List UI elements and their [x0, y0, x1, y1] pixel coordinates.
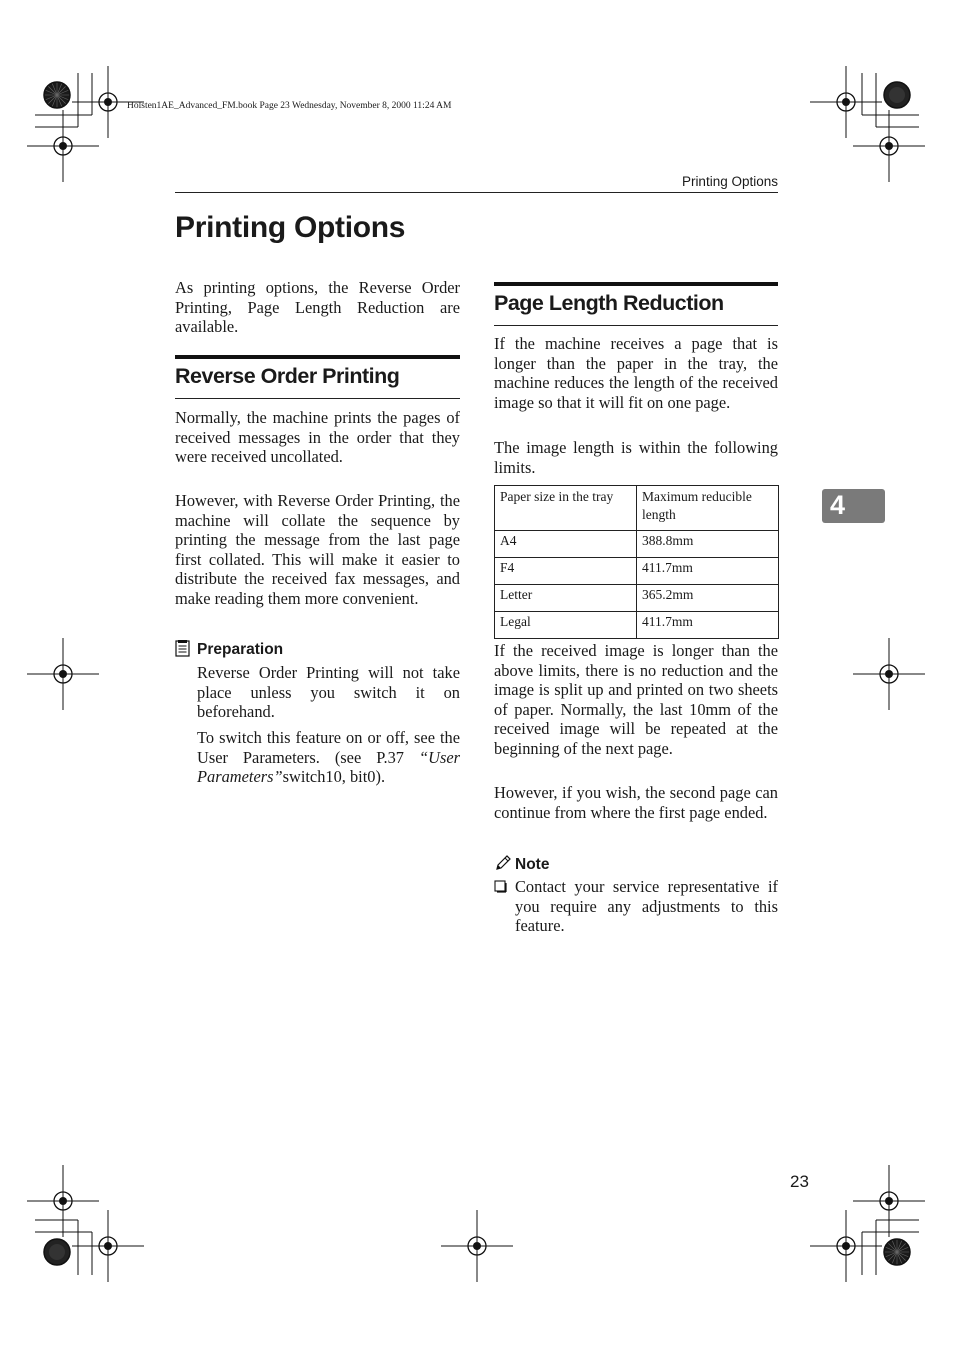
page-number: 23 — [790, 1172, 809, 1191]
page-length-heading: Page Length Reduction — [494, 291, 724, 315]
chapter-tab — [822, 489, 885, 523]
preparation-label: Preparation — [197, 641, 284, 658]
table-cell: 411.7mm — [637, 612, 779, 639]
section-rule — [494, 325, 778, 326]
table-cell: A4 — [495, 531, 637, 558]
table-cell: F4 — [495, 558, 637, 585]
table-cell: 388.8mm — [637, 531, 779, 558]
preparation-paragraph-2 — [197, 728, 460, 787]
running-head: Printing Options — [681, 174, 778, 189]
page-length-paragraph-2: The image length is within the following limits. — [494, 438, 778, 477]
page-length-paragraph-4: However, if you wish, the second page can continue from where the first page ended. — [494, 783, 778, 822]
header-rule — [175, 192, 778, 193]
table-cell: 411.7mm — [637, 558, 779, 585]
chapter-number: 4 — [830, 490, 846, 520]
intro-paragraph: As printing options, the Reverse Order Printing, Page Length Reduction are available. — [175, 278, 460, 337]
preparation-icon — [175, 640, 191, 657]
section-rule — [175, 398, 460, 399]
section-bar — [175, 355, 460, 359]
preparation-paragraph-1: Reverse Order Printing will not take place unless you switch it on beforehand. — [197, 663, 460, 722]
user-parameters-reference: “User Parameters” — [197, 747, 460, 787]
length-limits-table — [494, 485, 779, 639]
prep-text-b: switch10, bit0). — [282, 767, 386, 787]
page-length-paragraph-1: If the machine receives a page that is longer than the paper in the tray, the machine reduces the length of the received image so that it will fit on one page. — [494, 334, 778, 412]
page-length-paragraph-3: If the received image is longer than the above limits, there is no reduction and the image is split up and printed on two sheets of paper. Normally, the last 10mm of the received image will be repeated at the beginning of the next page. — [494, 641, 778, 758]
table-row — [495, 612, 779, 639]
prep-text-a: To switch this feature on or off, see the User Parameters. (see P.37 — [197, 728, 460, 767]
reverse-order-paragraph-2: However, with Reverse Order Printing, the machine will collate the sequence by printing the message from the last page first collated. This will make it easier to distribute the received fax messages, and make reading them more convenient. — [175, 491, 460, 608]
table-cell: 365.2mm — [637, 585, 779, 612]
table-header-row — [495, 486, 779, 531]
reverse-order-heading: Reverse Order Printing — [175, 364, 400, 388]
page-title: Printing Options — [175, 211, 406, 244]
table-row — [495, 585, 779, 612]
book-info-line: Holsten1AE_Advanced_FM.book Page 23 Wednesday, November 8, 2000 11:24 AM — [127, 101, 452, 111]
note-label: Note — [515, 856, 550, 873]
checkbox-bullet-icon — [494, 880, 507, 893]
reverse-order-paragraph-1: Normally, the machine prints the pages of received messages in the order that they were received uncollated. — [175, 408, 460, 467]
table-cell: Letter — [495, 585, 637, 612]
header-cell: Maximum reducible length — [637, 486, 779, 531]
note-item: Contact your service representative if you require any adjustments to this feature. — [515, 877, 778, 936]
section-bar — [494, 282, 778, 286]
table-row — [495, 558, 779, 585]
table-cell: Legal — [495, 612, 637, 639]
table-row — [495, 531, 779, 558]
header-cell: Paper size in the tray — [495, 486, 637, 531]
note-pencil-icon — [494, 854, 512, 872]
